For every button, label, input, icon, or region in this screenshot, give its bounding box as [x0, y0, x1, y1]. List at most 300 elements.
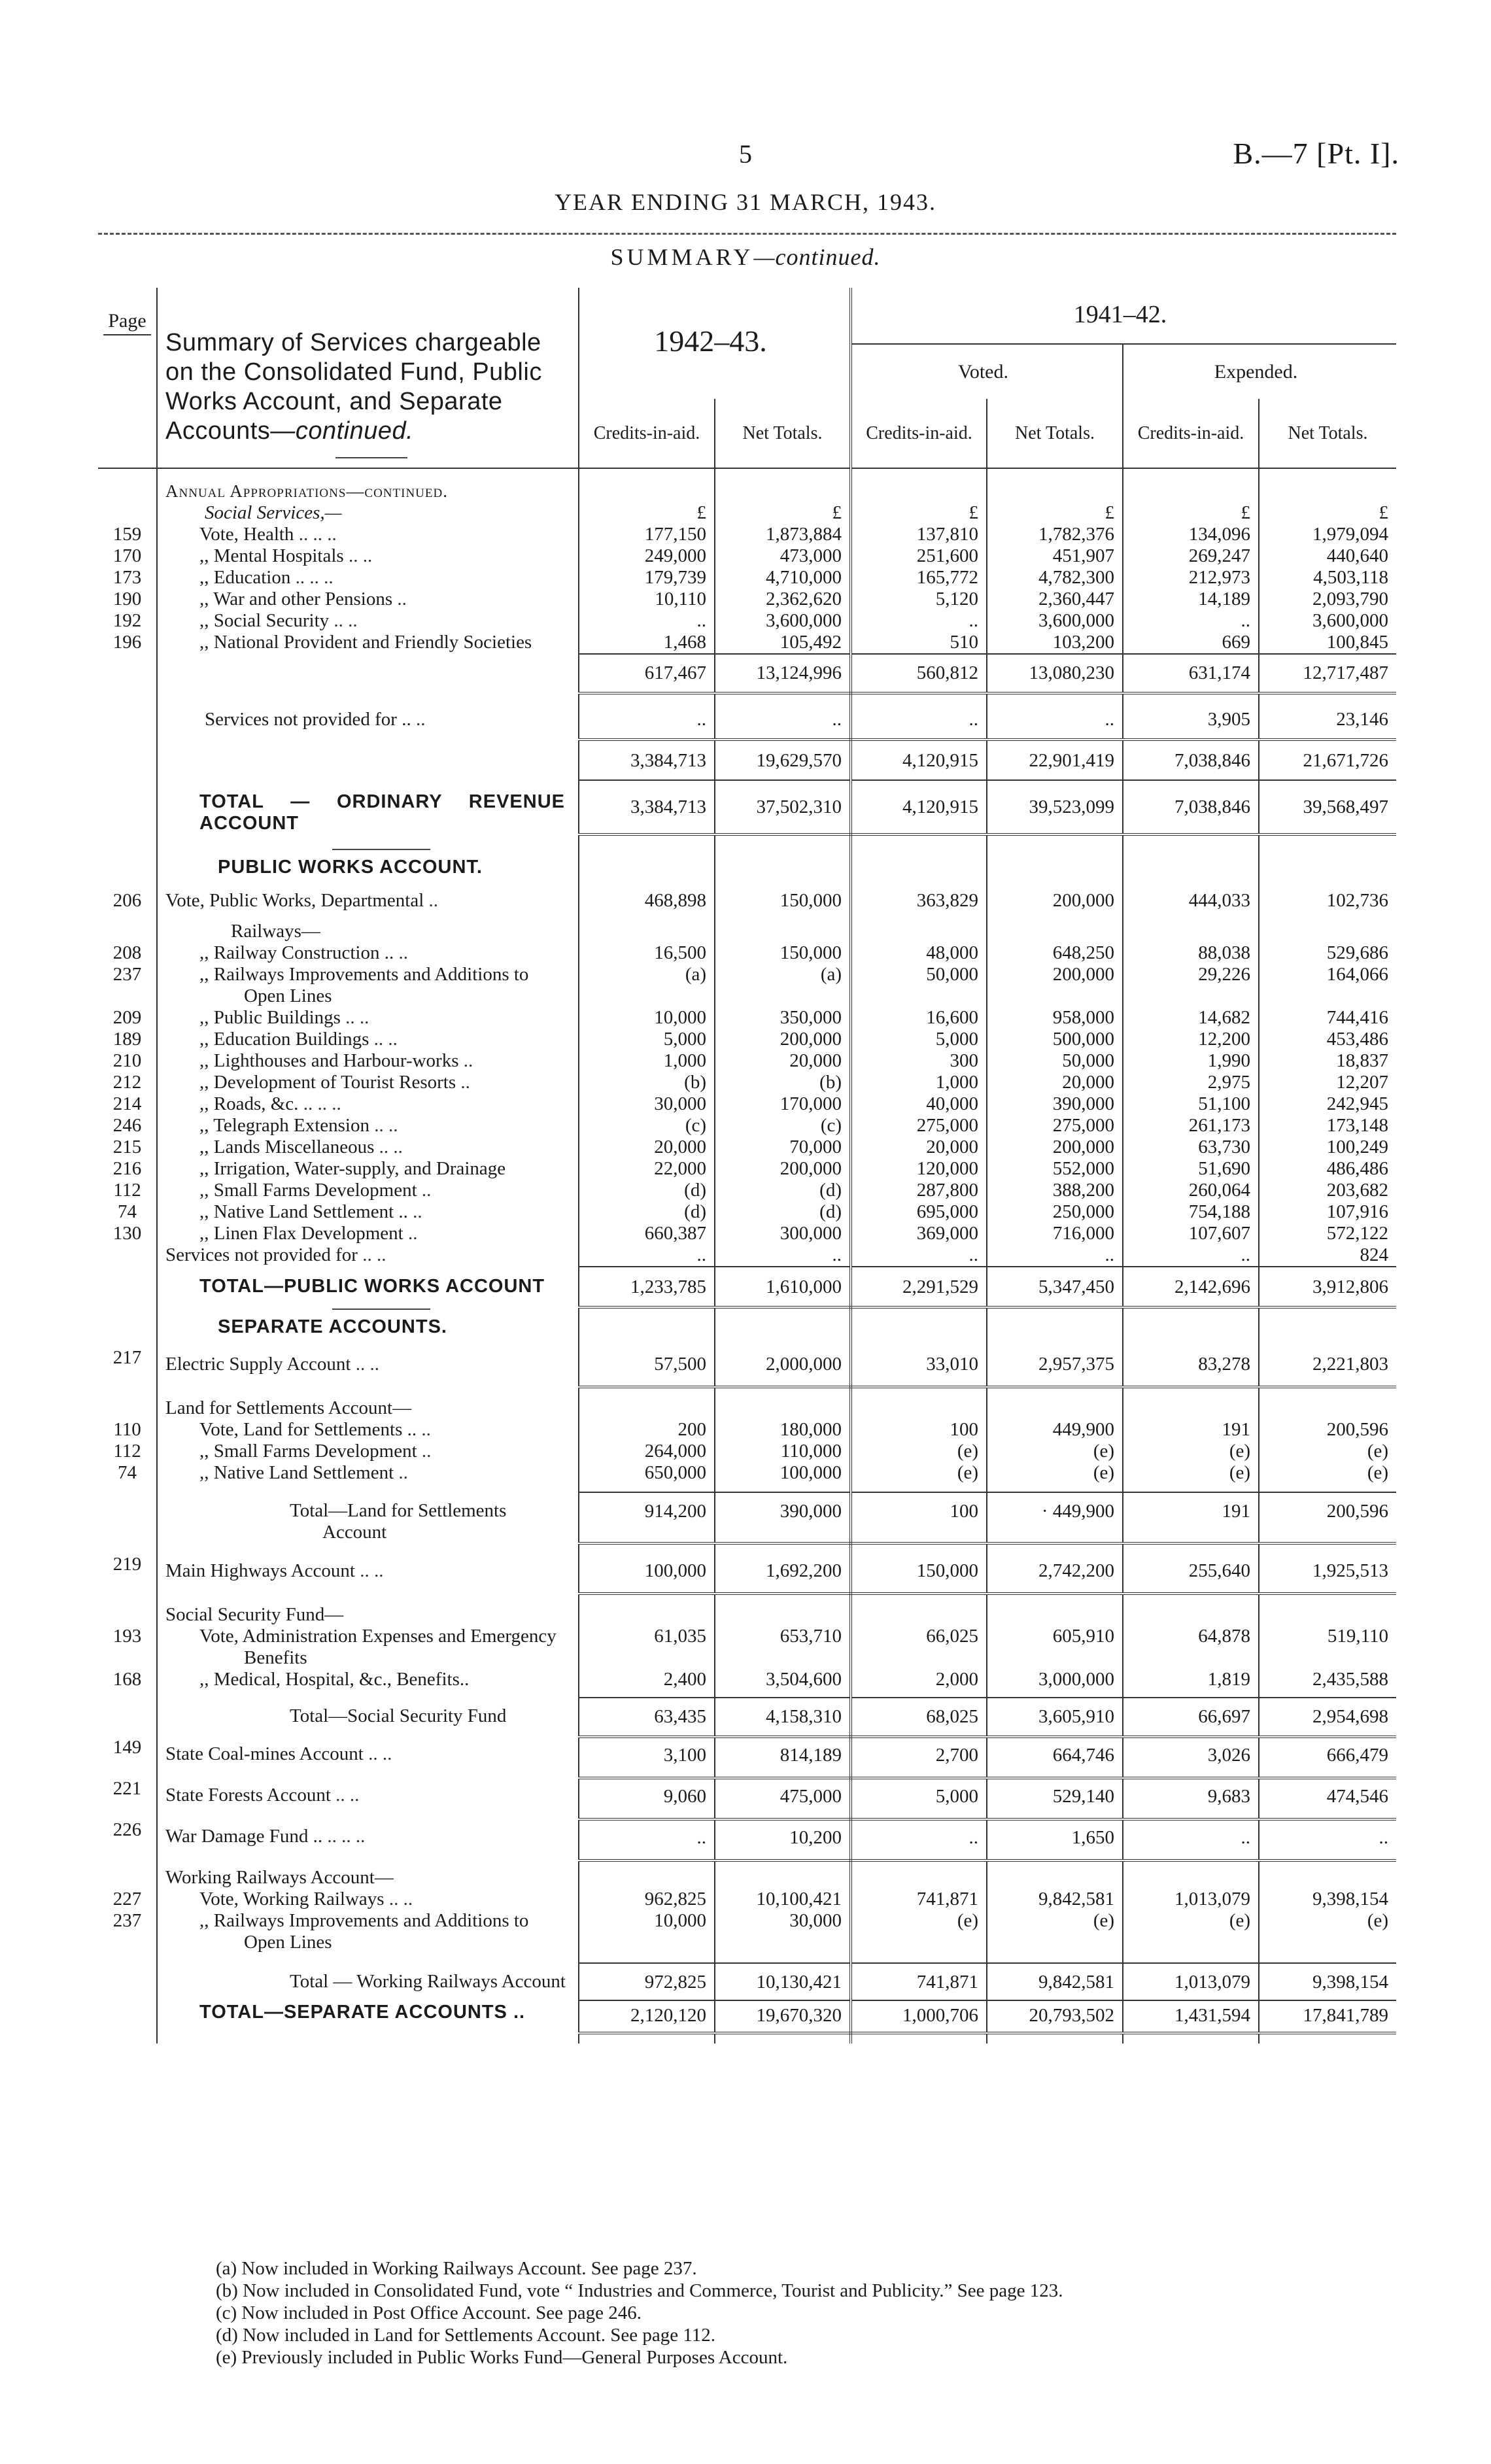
page-ref	[98, 1397, 157, 1419]
value-cell: 2,435,588	[1312, 1669, 1388, 1690]
value-cell	[579, 780, 715, 791]
value-cell: 4,782,300	[987, 567, 1123, 589]
value-cell	[987, 1953, 1123, 1963]
table-body	[98, 288, 1396, 2044]
page-ref	[98, 2000, 157, 2033]
value-cell: 741,871	[851, 1889, 987, 1910]
value-cell: 1,692,200	[715, 1554, 851, 1594]
value-cell: 107,607	[1123, 1223, 1259, 1244]
table-row	[98, 1007, 1396, 1029]
page-ref	[98, 1307, 157, 1338]
value-cell: 16,600	[851, 1007, 987, 1029]
value-cell: 1,000,706	[851, 2000, 987, 2033]
value-cell: 200,000	[987, 1137, 1123, 1158]
page-ref: 226	[98, 1819, 157, 1860]
value-cell	[1123, 2033, 1259, 2044]
value-cell: ..	[1123, 610, 1259, 632]
year-title: YEAR ENDING 31 MARCH, 1943.	[555, 189, 936, 215]
table-title-main: Summary of Services chargeable on the Consolidated Fund, Public Works Account, and Separate Accounts—	[165, 329, 542, 445]
page-ref	[98, 1867, 157, 1889]
year-current: 1942–43.	[654, 324, 767, 358]
value-cell	[579, 468, 715, 502]
col-net-totals: Net Totals.	[987, 399, 1123, 468]
footnote-c: (c) Now included in Post Office Account. See page 246.	[216, 2302, 642, 2323]
leader-dots: .. .. ..	[298, 524, 337, 545]
page-ref: 217	[98, 1347, 157, 1387]
label-text: ,, Native Land Settlement ..	[199, 1201, 408, 1222]
page-ref: 168	[98, 1669, 157, 1698]
value-cell: 350,000	[715, 1007, 851, 1029]
page-ref: 193	[98, 1626, 157, 1669]
value-cell: 3,600,000	[987, 610, 1123, 632]
year-previous-header	[851, 288, 1396, 344]
value-cell: 1,990	[1123, 1050, 1259, 1072]
page-ref	[98, 1387, 157, 1397]
value-cell	[715, 1594, 851, 1604]
value-cell: 4,120,915	[851, 740, 987, 780]
value-cell: 66,025	[851, 1626, 987, 1669]
leader-dots: .. .. ..	[327, 1826, 366, 1847]
value-cell	[715, 834, 851, 849]
value-cell: 2,291,529	[851, 1267, 987, 1307]
spacer-row	[98, 1543, 1396, 1554]
value-cell	[987, 1604, 1123, 1626]
row-label	[157, 545, 579, 567]
value-cell: 474,546	[1259, 1778, 1396, 1819]
page-ref: 112	[98, 1441, 157, 1462]
page-ref: 196	[98, 632, 157, 654]
leader-dots: ..	[428, 890, 439, 911]
value-cell	[1259, 1338, 1396, 1347]
row-label	[157, 1698, 579, 1737]
value-cell	[715, 1543, 851, 1554]
page-ref: 216	[98, 1158, 157, 1180]
page-ref: 159	[98, 524, 157, 545]
value-cell: 369,000	[851, 1223, 987, 1244]
value-cell	[715, 468, 851, 502]
row-label	[157, 1462, 579, 1484]
value-cell: 650,000	[579, 1462, 715, 1484]
page-label: Page	[103, 288, 151, 335]
footnote-a: (a) Now included in Working Railways Account. See page 237.	[216, 2258, 697, 2279]
electric-supply-row	[98, 1347, 1396, 1387]
value-cell: 255,640	[1123, 1554, 1259, 1594]
label-text: ,, Railway Construction ..	[199, 942, 394, 963]
value-cell	[987, 1387, 1123, 1397]
leader-dots: .. ..	[379, 1137, 403, 1157]
value-cell: 2,362,620	[715, 589, 851, 610]
row-label	[157, 1223, 579, 1244]
value-cell: 14,189	[1123, 589, 1259, 610]
row-label	[157, 1963, 579, 2000]
value-cell: 180,000	[715, 1419, 851, 1441]
value-cell: 1,013,079	[1123, 1889, 1259, 1910]
col-credits-in-aid: Credits-in-aid.	[851, 399, 987, 468]
page-ref: 190	[98, 589, 157, 610]
value-cell: 200,596	[1326, 1419, 1388, 1440]
value-cell	[1123, 1604, 1259, 1626]
value-cell: 250,000	[987, 1201, 1123, 1223]
label-text: ,, Telegraph Extension	[199, 1115, 369, 1136]
value-cell	[1123, 878, 1259, 890]
page-ref	[98, 1484, 157, 1492]
value-cell	[1123, 1953, 1259, 1963]
row-label	[157, 849, 579, 878]
table-row	[98, 567, 1396, 589]
value-cell	[1123, 693, 1259, 709]
value-cell	[1259, 1594, 1396, 1604]
value-cell	[579, 878, 715, 890]
not-provided-row	[98, 709, 1396, 740]
page-ref	[98, 1594, 157, 1604]
row-label	[157, 589, 579, 610]
value-cell: 451,907	[987, 545, 1123, 567]
value-cell: (c)	[579, 1115, 715, 1137]
currency-symbol: £	[851, 502, 987, 524]
value-cell: 3,384,713	[579, 740, 715, 780]
value-cell	[851, 468, 987, 502]
value-cell: 695,000	[851, 1201, 987, 1223]
value-cell: ..	[987, 1244, 1123, 1267]
page-column-header	[98, 288, 157, 468]
value-cell: 100	[851, 1419, 987, 1441]
value-cell: 3,600,000	[715, 610, 851, 632]
value-cell: 200,000	[715, 1029, 851, 1050]
label-text: Electric Supply Account	[165, 1354, 351, 1375]
section-rule	[332, 849, 430, 850]
value-cell: 9,398,154	[1259, 1963, 1396, 2000]
value-cell: 165,772	[851, 567, 987, 589]
section-heading-row	[98, 468, 1396, 502]
page-ref	[98, 1492, 157, 1543]
value-cell: ..	[1123, 1819, 1259, 1860]
page-ref: 189	[98, 1029, 157, 1050]
value-cell	[987, 878, 1123, 890]
value-cell	[1259, 834, 1396, 849]
value-cell: 30,000	[715, 1910, 851, 1953]
value-cell: 390,000	[987, 1093, 1123, 1115]
page-ref: 221	[98, 1778, 157, 1819]
value-cell	[579, 921, 715, 942]
row-label	[157, 502, 579, 524]
value-cell: 664,746	[987, 1737, 1123, 1778]
public-works-total-label: TOTAL—PUBLIC WORKS ACCOUNT	[199, 1276, 545, 1297]
value-cell: ..	[715, 1244, 851, 1267]
page-ref: 110	[98, 1419, 157, 1441]
value-cell: (a)	[579, 964, 715, 1007]
row-label	[157, 1953, 579, 1963]
value-cell	[715, 1604, 851, 1626]
value-cell: 13,124,996	[715, 654, 851, 693]
value-cell: 200,596	[1259, 1492, 1396, 1543]
value-cell: 1,013,079	[1123, 1963, 1259, 2000]
value-cell	[851, 1860, 987, 1867]
summary-table-sheet	[98, 288, 1396, 2044]
value-cell	[579, 1397, 715, 1419]
value-cell: 3,605,910	[987, 1698, 1123, 1737]
table-title	[165, 288, 573, 446]
value-cell: 958,000	[987, 1007, 1123, 1029]
subheading-row	[98, 1397, 1396, 1419]
row-label	[157, 1307, 579, 1338]
value-cell	[1123, 1387, 1259, 1397]
label-text: ,, Small Farms Development	[199, 1441, 417, 1462]
value-cell: ..	[851, 610, 987, 632]
value-cell: 754,188	[1123, 1201, 1259, 1223]
value-cell: 1,819	[1123, 1669, 1259, 1698]
value-cell: (d)	[579, 1201, 715, 1223]
value-cell: 914,200	[579, 1492, 715, 1543]
page-ref: 209	[98, 1007, 157, 1029]
label-text: ,, Social Security	[199, 610, 330, 631]
label-text: Vote, Health	[199, 524, 294, 545]
value-cell: 617,467	[579, 654, 715, 693]
value-cell: 191	[1123, 1492, 1259, 1543]
leader-dots: .. ..	[334, 610, 358, 631]
value-cell: (a)	[715, 964, 851, 1007]
value-cell	[987, 1594, 1123, 1604]
value-cell	[1123, 1484, 1259, 1492]
expended-header	[1123, 344, 1396, 399]
page-ref	[98, 1698, 157, 1737]
value-cell	[1123, 1307, 1259, 1338]
value-cell: (d)	[579, 1180, 715, 1201]
value-cell	[579, 1307, 715, 1338]
value-cell	[1123, 1543, 1259, 1554]
row-label	[157, 1158, 579, 1180]
leader-dots: .. ..	[368, 1743, 392, 1764]
value-cell: 264,000	[579, 1441, 715, 1462]
value-cell: 105,492	[715, 632, 851, 654]
value-cell: 388,200	[987, 1180, 1123, 1201]
row-label	[157, 1441, 579, 1462]
page-ref: 212	[98, 1072, 157, 1093]
value-cell	[1259, 1387, 1396, 1397]
value-cell	[1259, 1867, 1396, 1889]
value-cell: 20,000	[851, 1137, 987, 1158]
value-cell: 716,000	[987, 1223, 1123, 1244]
value-cell	[579, 849, 715, 878]
value-cell: 9,398,154	[1312, 1889, 1388, 1909]
value-cell: 66,697	[1123, 1698, 1259, 1737]
value-cell: 486,486	[1326, 1158, 1388, 1179]
value-cell: 191	[1123, 1419, 1259, 1441]
header-row-years	[98, 288, 1396, 344]
value-cell: 10,000	[579, 1910, 715, 1953]
label-text: ,, Education Buildings	[199, 1029, 369, 1050]
currency-symbol: £	[987, 502, 1123, 524]
row-label	[157, 610, 579, 632]
value-cell: 473,000	[715, 545, 851, 567]
value-cell: 3,100	[579, 1737, 715, 1778]
value-cell: 40,000	[851, 1093, 987, 1115]
value-cell	[579, 693, 715, 709]
page-ref: 210	[98, 1050, 157, 1072]
value-cell: 137,810	[851, 524, 987, 545]
row-label	[157, 1201, 579, 1223]
value-cell: 10,100,421	[715, 1889, 851, 1910]
label-text: Vote, Land for Settlements ..	[199, 1419, 417, 1440]
footnote-d: (d) Now included in Land for Settlements Account. See page 112.	[216, 2325, 716, 2346]
leader-dots: .. ..	[360, 1560, 384, 1581]
page-ref: 214	[98, 1093, 157, 1115]
value-cell: 9,683	[1123, 1778, 1259, 1819]
spacer-row	[98, 780, 1396, 791]
value-cell: 1,610,000	[715, 1267, 851, 1307]
value-cell	[715, 1387, 851, 1397]
value-cell: 1,782,376	[987, 524, 1123, 545]
row-label	[157, 834, 579, 849]
label-text: ,, Small Farms Development	[199, 1180, 417, 1201]
value-cell: 9,842,581	[987, 1889, 1123, 1910]
value-cell: 500,000	[987, 1029, 1123, 1050]
value-cell	[851, 1307, 987, 1338]
public-works-total-row	[98, 1267, 1396, 1307]
label-text: Vote, Administration Expenses and Emergency Benefits	[199, 1626, 557, 1668]
value-cell	[851, 921, 987, 942]
page-ref	[98, 2033, 157, 2044]
row-label	[157, 740, 579, 780]
value-cell	[987, 1338, 1123, 1347]
value-cell: 363,829	[851, 890, 987, 921]
table-row	[98, 1158, 1396, 1180]
value-cell	[987, 921, 1123, 942]
leader-dots: .. ..	[345, 1007, 369, 1028]
value-cell	[1259, 780, 1396, 791]
value-cell	[1123, 1338, 1259, 1347]
row-label	[157, 878, 579, 890]
row-label	[157, 1737, 579, 1778]
value-cell	[1259, 1604, 1396, 1626]
document-reference: B.—7 [Pt. I].	[1233, 137, 1399, 170]
section-heading-row	[98, 1307, 1396, 1338]
value-cell: 68,025	[851, 1698, 987, 1737]
value-cell: 519,110	[1327, 1626, 1388, 1647]
value-cell	[1259, 1953, 1396, 1963]
value-cell	[715, 780, 851, 791]
working-railways-total-label: Total — Working Railways Account	[290, 1971, 566, 1992]
value-cell: 200	[579, 1419, 715, 1441]
table-row	[98, 524, 1396, 545]
value-cell: 2,000,000	[715, 1347, 851, 1387]
row-label	[157, 1007, 579, 1029]
value-cell: 449,900	[987, 1419, 1123, 1441]
row-label	[157, 1778, 579, 1819]
value-cell: 249,000	[579, 545, 715, 567]
row-label	[157, 921, 579, 942]
value-cell	[579, 2033, 715, 2044]
label-text: State Forests Account	[165, 1785, 331, 1805]
value-cell: 3,905	[1123, 709, 1259, 740]
label-text: Services not provided for	[165, 1244, 358, 1265]
value-cell	[851, 2033, 987, 2044]
value-cell: 88,038	[1123, 942, 1259, 964]
page-ref	[98, 654, 157, 693]
value-cell	[1259, 1543, 1396, 1554]
table-row	[98, 610, 1396, 632]
value-cell: 660,387	[579, 1223, 715, 1244]
table-row	[98, 1889, 1396, 1910]
col-net-totals: Net Totals.	[715, 399, 851, 468]
page-ref: 149	[98, 1737, 157, 1778]
page-ref	[98, 502, 157, 524]
row-label	[157, 632, 579, 654]
page-ref: 215	[98, 1137, 157, 1158]
label-text: ,, Mental Hospitals	[199, 545, 344, 566]
value-cell: 3,600,000	[1312, 610, 1388, 631]
value-cell: 12,207	[1336, 1072, 1388, 1093]
value-cell	[1123, 849, 1259, 878]
value-cell: 173,148	[1326, 1115, 1388, 1136]
row-label	[157, 1029, 579, 1050]
page-ref	[98, 1604, 157, 1626]
leader-dots: .. ..	[348, 545, 373, 566]
value-cell	[851, 1604, 987, 1626]
value-cell: 20,000	[987, 1072, 1123, 1093]
spacer-row	[98, 1338, 1396, 1347]
row-label	[157, 1072, 579, 1093]
leader-dots: ..	[421, 1441, 432, 1462]
value-cell: 22,000	[579, 1158, 715, 1180]
sum-row	[98, 740, 1396, 780]
value-cell: (e)	[987, 1910, 1123, 1953]
row-label	[157, 1860, 579, 1867]
title-underline	[335, 457, 407, 458]
value-cell: 529,140	[987, 1778, 1123, 1819]
row-label	[157, 1484, 579, 1492]
description-header	[157, 288, 579, 468]
spacer-row	[98, 1484, 1396, 1492]
table-row	[98, 1223, 1396, 1244]
leader-dots: ..	[397, 589, 407, 609]
value-cell: 4,503,118	[1313, 567, 1388, 588]
value-cell: 5,347,450	[987, 1267, 1123, 1307]
value-cell: 7,038,846	[1123, 740, 1259, 780]
table-row	[98, 1462, 1396, 1484]
leader-dots: ..	[413, 1201, 422, 1222]
page-ref	[98, 1963, 157, 2000]
value-cell: 2,120,120	[579, 2000, 715, 2033]
value-cell: 16,500	[579, 942, 715, 964]
col-credits-in-aid: Credits-in-aid.	[579, 399, 715, 468]
leader-dots: ..	[421, 1419, 431, 1440]
row-label	[157, 709, 579, 740]
separate-accounts-heading: SEPARATE ACCOUNTS.	[218, 1316, 447, 1337]
value-cell: (e)	[1123, 1910, 1259, 1953]
value-cell: 179,739	[579, 567, 715, 589]
value-cell: ..	[579, 1244, 715, 1267]
value-cell: ..	[579, 610, 715, 632]
value-cell: 37,502,310	[715, 791, 851, 834]
value-cell: 177,150	[579, 524, 715, 545]
value-cell: 10,110	[579, 589, 715, 610]
row-label	[157, 1093, 579, 1115]
row-label	[157, 468, 579, 502]
value-cell: 242,945	[1326, 1093, 1388, 1114]
value-cell	[715, 849, 851, 878]
page-ref: 74	[98, 1462, 157, 1484]
value-cell	[579, 1484, 715, 1492]
label-text: Vote, Working Railways	[199, 1889, 385, 1909]
value-cell: 741,871	[851, 1963, 987, 2000]
value-cell	[579, 1867, 715, 1889]
leader-dots: ..	[398, 942, 408, 963]
value-cell	[987, 1867, 1123, 1889]
section-rule	[332, 1309, 430, 1310]
value-cell: 200,000	[987, 964, 1123, 1007]
ordinary-revenue-total-label: TOTAL — ORDINARY REVENUE ACCOUNT	[199, 791, 565, 834]
value-cell: 12,717,487	[1259, 654, 1396, 693]
